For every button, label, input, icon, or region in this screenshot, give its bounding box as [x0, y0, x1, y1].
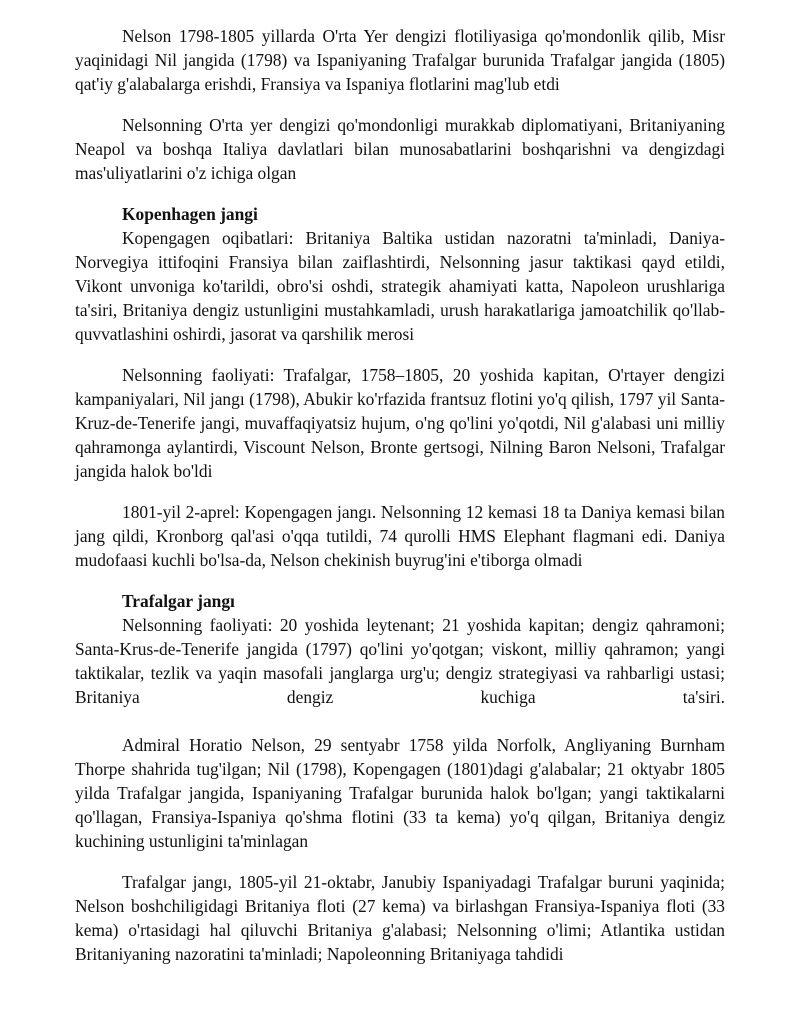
paragraph-trafalgar-summary: Trafalgar jangı, 1805-yil 21-oktabr, Janubiy Ispaniyadagi Trafalgar buruni yaqinida; Nelson boshchiligidagi Britaniya floti (27 kema) va birlashgan Fransiya-Ispaniya floti (33 kema) o'rtasidagi hal qiluvchi Britaniya g'alabasi; Nelsonning o'limi; Atlantika ustidan Britaniyaning nazoratini ta'minladi; Napoleonning Britaniyaga tahdidi [75, 872, 725, 964]
paragraph-nelson-mediterranean-command: Nelson 1798-1805 yillarda O'rta Yer dengizi flotiliyasiga qo'mondonlik qilib, Misr yaqinidagi Nil jangida (1798) va Ispaniyaning Trafalgar burunida Trafalgar jangida (1805) qat'iy g'alabalarga erishdi, Fransiya va Ispaniya flotlarini mag'lub etdi [75, 26, 725, 94]
heading-trafalgar-battle: Trafalgar jangı [122, 591, 235, 611]
paragraph-copenhagen-consequences: Kopengagen oqibatlari: Britaniya Baltika ustidan nazoratni ta'minladi, Daniya-Norvegiya ittifoqini Fransiya bilan zaiflashtirdi, Nelsonning jasur taktikasi qayd etildi, Vikont unvoniga ko'tarildi, obro'si oshdi, strategik ahamiyati katta, Napoleon urushlariga ta'siri, Britaniya dengiz ustunligini mustahkamladi, urush harakatlariga jamoatchilik qo'llab-quvvatlashini oshirdi, jasorat va qarshilik merosi [75, 228, 725, 344]
paragraph-admiral-biography: Admiral Horatio Nelson, 29 sentyabr 1758 yilda Norfolk, Angliyaning Burnham Thorpe shahrida tug'ilgan; Nil (1798), Kopengagen (1801)dagi g'alabalar; 21 oktyabr 1805 yilda Trafalgar jangida, Ispaniyaning Trafalgar burunida halok bo'lgan; yangi taktikalarni qo'llagan, Fransiya-Ispaniya qo'shma flotini (33 ta kema) yo'q qilgan, Britaniya dengiz kuchining ustunligini ta'minlagan [75, 735, 725, 851]
heading-copenhagen-battle: Kopenhagen jangi [122, 204, 258, 224]
paragraph-nelson-career: Nelsonning faoliyati: Trafalgar, 1758–1805, 20 yoshida kapitan, O'rtayer dengizi kampaniyalari, Nil jangı (1798), Abukir ko'rfazida frantsuz flotini yo'q qilish, 1797 yil Santa-Kruz-de-Tenerife jangi, muvaffaqiyatsiz hujum, o'ng qo'lini yo'qotdi, Nil g'alabasi uni milliy qahramonga aylantirdi, Viscount Nelson, Bronte gertsogi, Nilning Baron Nelsoni, Trafalgar jangida halok bo'ldi [75, 365, 725, 481]
paragraph-copenhagen-date: 1801-yil 2-aprel: Kopengagen jangı. Nelsonning 12 kemasi 18 ta Daniya kemasi bilan jang qildi, Kronborg qal'asi o'qqa tutildi, 74 qurolli HMS Elephant flagmani edi. Daniya mudofaasi kuchli bo'lsa-da, Nelson chekinish buyrug'ini e'tiborga olmadi [75, 502, 725, 570]
blank-line [75, 709, 725, 733]
paragraph-mediterranean-diplomacy: Nelsonning O'rta yer dengizi qo'mondonligi murakkab diplomatiyani, Britaniyaning Neapol va boshqa Italiya davlatlari bilan munosabatlarini boshqarishni va dengizdagi mas'uliyatlarini o'z ichiga olgan [75, 115, 725, 183]
paragraph-nelson-activities: Nelsonning faoliyati: 20 yoshida leytenant; 21 yoshida kapitan; dengiz qahramoni; Santa-Krus-de-Tenerife jangida (1797) qo'lini yo'qotgan; viskont, milliy qahramon; yangi taktikalar, tezlik va yaqin masofali janglarga urg'u; dengiz strategiyasi va rahbarligi ustasi; Britaniya dengiz kuchiga ta'siri. [75, 615, 725, 707]
